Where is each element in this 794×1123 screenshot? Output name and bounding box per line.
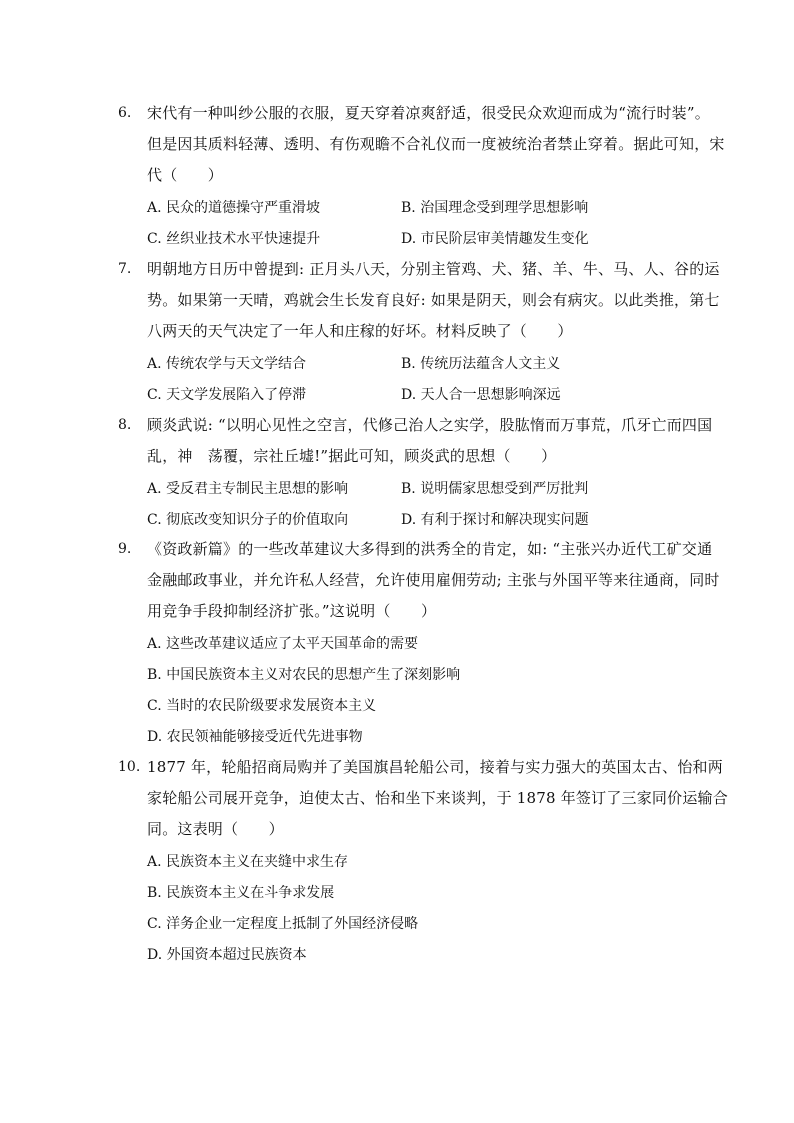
option-b[interactable]: B. 中国民族资本主义对农民的思想产生了深刻影响 bbox=[147, 666, 461, 683]
options bbox=[147, 845, 678, 969]
option-b[interactable]: B. 说明儒家思想受到严厉批判 bbox=[401, 480, 589, 497]
option-c[interactable]: C. 当时的农民阶级要求发展资本主义 bbox=[147, 697, 377, 714]
stem-line: 1877 年，轮船招商局购并了美国旗昌轮船公司，接着与实力强大的英国太古、怡和两 bbox=[147, 758, 723, 776]
stem-line: 势。如果第一天晴，鸡就会生长发育良好: 如果是阴天，则会有病灾。以此类推，第七 bbox=[147, 291, 720, 309]
option-b[interactable]: B. 传统历法蕴含人文主义 bbox=[401, 355, 561, 372]
option-a[interactable]: A. 传统农学与天文学结合 bbox=[147, 355, 307, 372]
stem-line: 用竞争手段抑制经济扩张。”这说明（ ） bbox=[147, 602, 437, 620]
option-a[interactable]: A. 这些改革建议适应了太平天国革命的需要 bbox=[147, 635, 419, 652]
option-d[interactable]: D. 天人合一思想影响深远 bbox=[401, 386, 561, 403]
stem-line: 同。这表明（ ） bbox=[147, 820, 284, 838]
question-9 bbox=[118, 534, 720, 751]
stem-line: 家轮船公司展开竞争，迫使太古、怡和坐下来谈判，于 1878 年签订了三家同价运输合 bbox=[147, 789, 728, 807]
question-10 bbox=[118, 752, 728, 969]
option-a[interactable]: A. 民众的道德操守严重滑坡 bbox=[147, 199, 321, 216]
stem-line: 但是因其质料轻薄、透明、有伤观瞻不合礼仪而一度被统治者禁止穿着。据此可知，宋 bbox=[147, 135, 725, 153]
stem-line: 顾炎武说: “以明心见性之空言，代修己治人之实学，股肱惰而万事荒，爪牙亡而四国 bbox=[147, 416, 713, 434]
option-c[interactable]: C. 彻底改变知识分子的价值取向 bbox=[147, 511, 349, 528]
stem-line: 代（ ） bbox=[147, 166, 224, 184]
stem-line: 乱，神 荡覆，宗社丘墟!”据此可知，顾炎武的思想（ ） bbox=[147, 447, 557, 465]
option-c[interactable]: C. 天文学发展陷入了停滞 bbox=[147, 386, 307, 403]
options bbox=[147, 627, 678, 751]
stem-line: 金融邮政事业，并允许私人经营，允许使用雇佣劳动; 主张与外国平等来往通商，同时 bbox=[147, 571, 720, 589]
question-stem bbox=[147, 254, 720, 347]
question-stem bbox=[147, 410, 713, 472]
option-d[interactable]: D. 有利于探讨和解决现实问题 bbox=[401, 511, 589, 528]
options bbox=[147, 347, 678, 409]
question-number: 8. bbox=[118, 417, 132, 433]
option-c[interactable]: C. 洋务企业一定程度上抵制了外国经济侵略 bbox=[147, 915, 419, 932]
option-a[interactable]: A. 受反君主专制民主思想的影响 bbox=[147, 480, 349, 497]
question-number: 10. bbox=[118, 759, 141, 775]
question-number: 6. bbox=[118, 105, 132, 121]
question-stem bbox=[147, 98, 725, 191]
stem-line: 八两天的天气决定了一年人和庄稼的好坏。材料反映了（ ） bbox=[147, 322, 573, 340]
question-7 bbox=[118, 254, 720, 409]
options bbox=[147, 472, 678, 534]
question-stem bbox=[147, 534, 720, 627]
option-d[interactable]: D. 市民阶层审美情趣发生变化 bbox=[401, 230, 589, 247]
stem-line: 宋代有一种叫纱公服的衣服，夏天穿着凉爽舒适，很受民众欢迎而成为“流行时装”。 bbox=[147, 104, 710, 122]
question-number: 7. bbox=[118, 261, 132, 277]
option-b[interactable]: B. 民族资本主义在斗争求发展 bbox=[147, 884, 335, 901]
question-number: 9. bbox=[118, 541, 132, 557]
option-b[interactable]: B. 治国理念受到理学思想影响 bbox=[401, 199, 589, 216]
options bbox=[147, 191, 678, 253]
question-6 bbox=[118, 98, 725, 253]
option-c[interactable]: C. 丝织业技术水平快速提升 bbox=[147, 230, 321, 247]
option-d[interactable]: D. 外国资本超过民族资本 bbox=[147, 946, 307, 963]
stem-line: 明朝地方日历中曾提到: 正月头八天，分别主管鸡、犬、猪、羊、牛、马、人、谷的运 bbox=[147, 260, 720, 278]
option-a[interactable]: A. 民族资本主义在夹缝中求生存 bbox=[147, 853, 349, 870]
question-stem bbox=[147, 752, 728, 845]
stem-line: 《资政新篇》的一些改革建议大多得到的洪秀全的肯定，如: “主张兴办近代工矿交通 bbox=[147, 540, 713, 558]
option-d[interactable]: D. 农民领袖能够接受近代先进事物 bbox=[147, 728, 363, 745]
question-8 bbox=[118, 410, 713, 534]
